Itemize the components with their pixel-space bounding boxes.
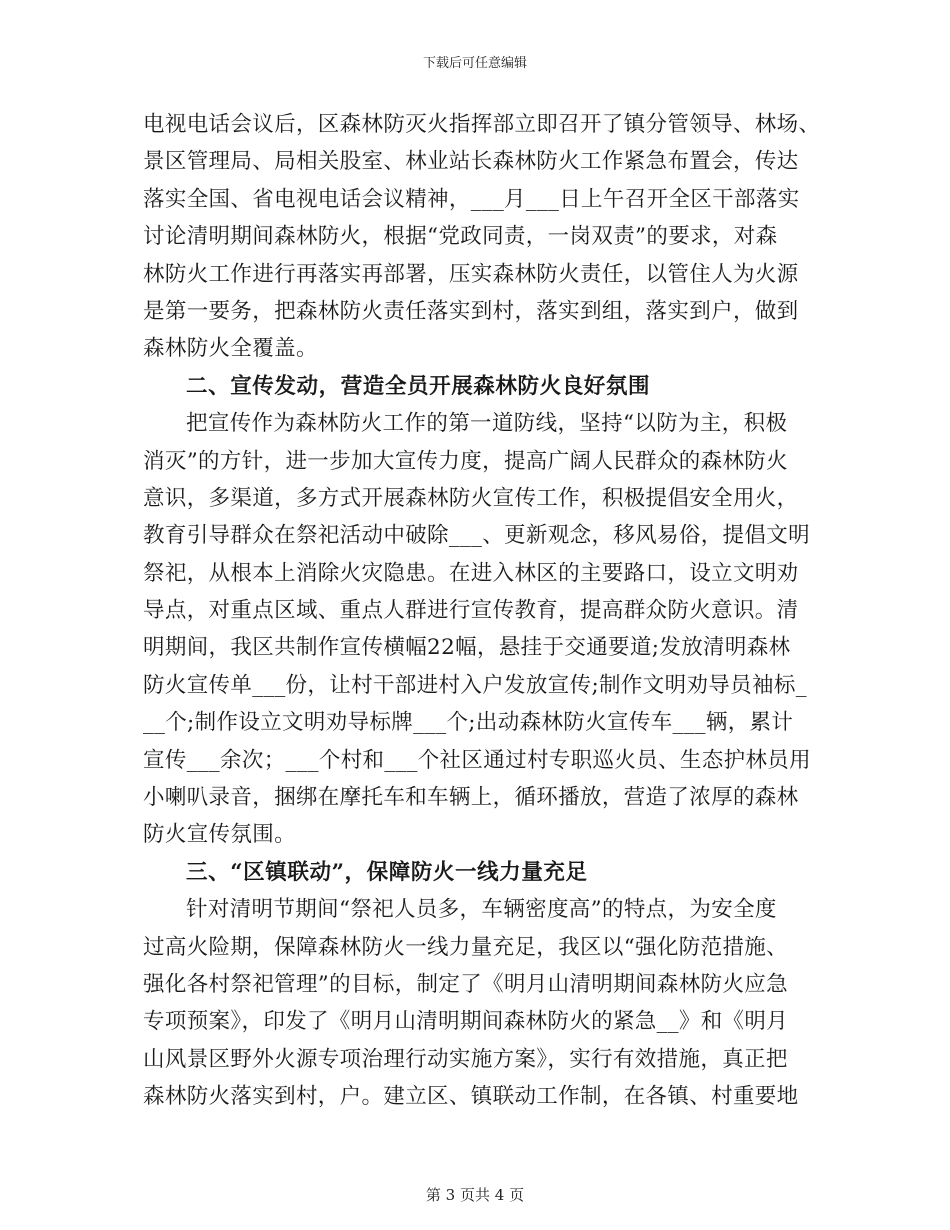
body-line: 教育引导群众在祭祀活动中破除___、更新观念，移风易俗，提倡文明 xyxy=(143,523,810,549)
body-line: 宣传___余次；___个村和___个社区通过村专职巡火员、生态护林员用 xyxy=(143,747,812,773)
body-line: 山风景区野外火源专项治理行动实施方案》，实行有效措施，真正把 xyxy=(143,1046,788,1072)
body-line: 针对清明节期间“祭祀人员多，车辆密度高”的特点，为安全度 xyxy=(186,897,777,923)
section-heading: 二、宣传发动，营造全员开展森林防火良好氛围 xyxy=(186,373,651,399)
body-line: __个;制作设立文明劝导标牌___个;出动森林防火宣传车___辆，累计 xyxy=(143,710,794,736)
body-line: 导点，对重点区域、重点人群进行宣传教育，提高群众防火意识。清 xyxy=(143,598,799,624)
body-line: 景区管理局、局相关股室、林业站长森林防火工作紧急布置会，传达 xyxy=(143,149,799,175)
body-line: 意识，多渠道，多方式开展森林防火宣传工作，积极提倡安全用火， xyxy=(143,485,799,511)
body-line: 明期间，我区共制作宣传横幅22幅，悬挂于交通要道;发放清明森林 xyxy=(143,635,791,661)
body-line: 把宣传作为森林防火工作的第一道防线，坚持“以防为主，积极 xyxy=(186,411,788,437)
page-number: 第 3 页共 4 页 xyxy=(425,1186,525,1204)
body-line: 防火宣传单___份，让村干部进村入户发放宣传;制作文明劝导员袖标_ xyxy=(143,672,807,698)
section-heading: 三、“区镇联动”，保障防火一线力量充足 xyxy=(186,859,588,885)
body-line: 防火宣传氛围。 xyxy=(143,822,296,848)
body-line: 森林防火全覆盖。 xyxy=(143,336,318,362)
body-line: 电视电话会议后，区森林防灭火指挥部立即召开了镇分管领导、林场、 xyxy=(143,112,821,137)
body-line: 是第一要务，把森林防火责任落实到村，落实到组，落实到户，做到 xyxy=(143,298,799,324)
page-header: 下载后可任意编辑 xyxy=(422,56,527,71)
body-line: 落实全国、省电视电话会议精神，___月___日上午召开全区干部落实 xyxy=(143,186,800,212)
body-line: 小喇叭录音，捆绑在摩托车和车辆上，循环播放，营造了浓厚的森林 xyxy=(143,785,799,811)
body-line: 讨论清明期间森林防火，根据“党政同责，一岗双责”的要求，对森 xyxy=(143,224,778,250)
document-body xyxy=(143,106,821,1116)
body-line: 强化各村祭祀管理”的目标，制定了《明月山清明期间森林防火应急 xyxy=(143,971,788,997)
body-line: 专项预案》，印发了《明月山清明期间森林防火的紧急__》和《明月 xyxy=(143,1009,789,1035)
body-line: 祭祀，从根本上消除火灾隐患。在进入林区的主要路口，设立文明劝 xyxy=(143,560,799,586)
body-line: 林防火工作进行再落实再部署，压实森林防火责任，以管住人为火源 xyxy=(143,261,799,287)
body-line: 森林防火落实到村，户。建立区、镇联动工作制，在各镇、村重要地 xyxy=(143,1084,799,1110)
body-line: 过高火险期，保障森林防火一线力量充足，我区以“强化防范措施、 xyxy=(143,934,788,960)
body-line: 消灭”的方针，进一步加大宣传力度，提高广阔人民群众的森林防火 xyxy=(143,448,788,474)
